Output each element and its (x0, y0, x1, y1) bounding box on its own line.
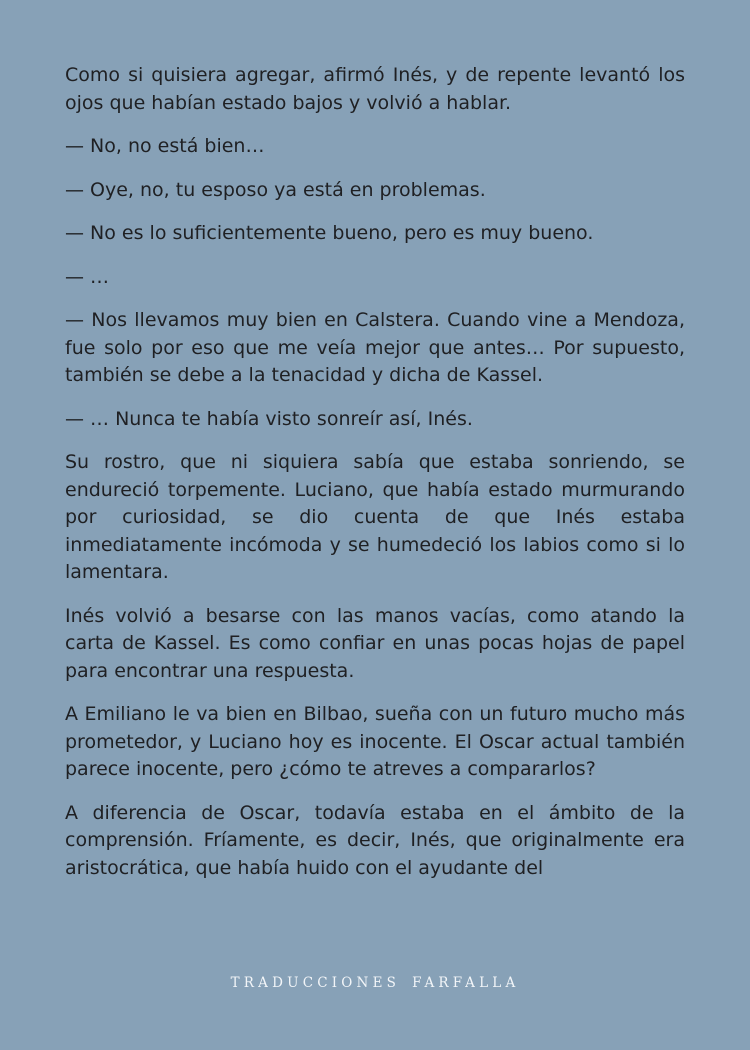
page-body (65, 62, 685, 898)
paragraph-10: A Emiliano le va bien en Bilbao, sueña con un futuro mucho más prometedor, y Luciano hoy es inocente. El Oscar actual también parece inocente, pero ¿cómo te atreves a compararlos? (65, 703, 685, 780)
paragraph-6: — Nos llevamos muy bien en Calstera. Cuando vine a Mendoza, fue solo por eso que me veía mejor que antes… Por supuesto, también se debe a la tenacidad y dicha de Kassel. (65, 309, 685, 386)
paragraph-8: Su rostro, que ni siquiera sabía que estaba sonriendo, se endureció torpemente. Luciano, que había estado murmurando por curiosidad, se dio cuenta de que Inés estaba inmediatamente incómoda y se humedeció los labios como si lo lamentara. (65, 451, 685, 583)
paragraph-2: — No, no está bien… (65, 135, 265, 157)
paragraph-1: Como si quisiera agregar, afirmó Inés, y de repente levantó los ojos que habían estado bajos y volvió a hablar. (65, 64, 685, 114)
paragraph-3: — Oye, no, tu esposo ya está en problemas. (65, 178, 486, 201)
footer-word-2: FARFALLA (412, 975, 520, 991)
paragraph-11: A diferencia de Oscar, todavía estaba en el ámbito de la comprensión. Fríamente, es decir, Inés, que originalmente era aristocrática, que había huido con el ayudante del (65, 801, 685, 879)
paragraph-9: Inés volvió a besarse con las manos vacías, como atando la carta de Kassel. Es como confiar en unas pocas hojas de papel para encontrar una respuesta. (65, 604, 685, 682)
paragraph-5: — … (65, 265, 110, 288)
paragraph-7: — … Nunca te había visto sonreír así, Inés. (65, 407, 473, 430)
footer-word-1: TRADUCCIONES (230, 975, 401, 991)
paragraph-4: — No es lo suficientemente bueno, pero es muy bueno. (65, 222, 594, 244)
footer-credit (0, 975, 750, 991)
